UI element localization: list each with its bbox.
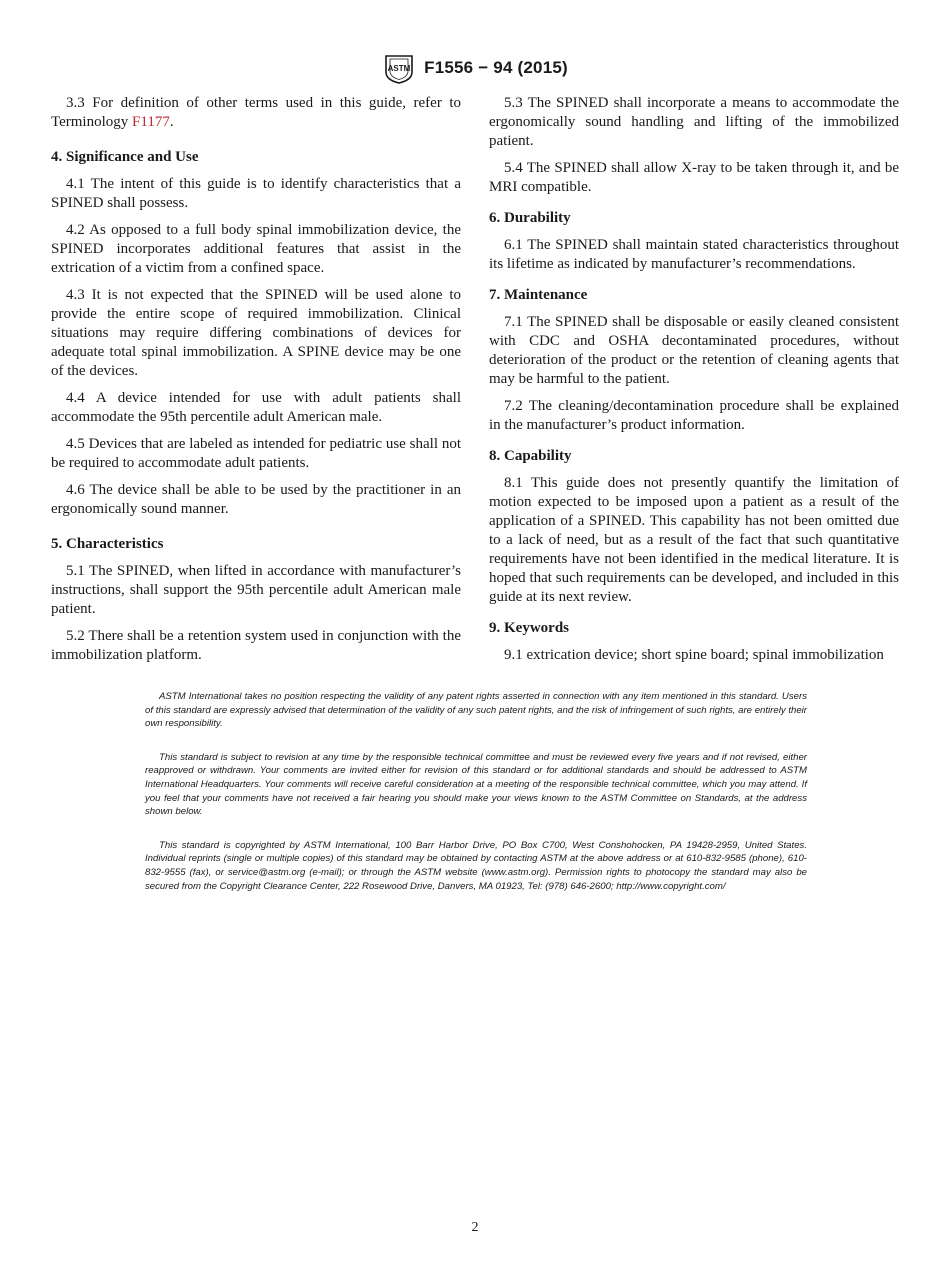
left-column <box>51 94 461 673</box>
copyright-notice: This standard is copyrighted by ASTM International, 100 Barr Harbor Drive, PO Box C700, West Conshohocken, PA 19428-2959, United States. Individual reprints (single or multiple copies) of this standard may be obtained by contacting ASTM at the above address or at 610-832-9585 (phone), 610-832-9555 (fax), or service@astm.org (e-mail); or through the ASTM website (www.astm.org). Permission rights to photocopy the standard may also be secured from the Copyright Clearance Center, 222 Rosewood Drive, Danvers, MA 01923, Tel: (978) 646-2600; http://www.copyright.com/ <box>145 839 807 892</box>
paragraph-5-2: 5.2 There shall be a retention system used in conjunction with the immobilization platform. <box>51 628 461 663</box>
right-column <box>489 94 899 673</box>
paragraph-5-4: 5.4 The SPINED shall allow X-ray to be taken through it, and be MRI compatible. <box>489 160 899 195</box>
paragraph-4-6: 4.6 The device shall be able to be used by the practitioner in an ergonomically sound manner. <box>51 482 461 517</box>
paragraph-5-1: 5.1 The SPINED, when lifted in accordance with manufacturer’s instructions, shall support the 95th percentile adult American male patient. <box>51 563 461 617</box>
legal-notices <box>145 690 807 913</box>
paragraph-4-1: 4.1 The intent of this guide is to identify characteristics that a SPINED shall possess. <box>51 176 461 211</box>
paragraph-3-3 <box>51 94 461 132</box>
paragraph-3-3-end: . <box>169 114 174 130</box>
revision-notice: This standard is subject to revision at any time by the responsible technical committee and must be reviewed every five years and if not revised, either reapproved or withdrawn. Your comments are invited either for revision of this standard or for additional standards and should be addressed to ASTM International Headquarters. Your comments will receive careful consideration at a meeting of the responsible technical committee, which you may attend. If you feel that your comments have not received a fair hearing you should make your views known to the ASTM Committee on Standards, at the address shown below. <box>145 751 807 818</box>
page-header <box>0 52 950 88</box>
reference-link-f1177[interactable]: F1177 <box>132 114 170 130</box>
section-9-heading: 9. Keywords <box>489 620 569 636</box>
paragraph-3-3-text: 3.3 For definition of other terms used in this guide, refer to Terminology <box>51 95 461 130</box>
section-6-heading: 6. Durability <box>489 210 571 226</box>
paragraph-7-1: 7.1 The SPINED shall be disposable or easily cleaned consistent with CDC and OSHA decontaminated procedures, without deterioration of the product or the retention of cleaning agents that may be harmful to the patient. <box>489 314 899 387</box>
section-7-heading: 7. Maintenance <box>489 287 588 303</box>
paragraph-4-3: 4.3 It is not expected that the SPINED will be used alone to provide the entire scope of required immobilization. Clinical situations may require differing combinations of devices for adequate total spinal immobilization. A SPINE device may be one of the devices. <box>51 287 461 379</box>
paragraph-7-2: 7.2 The cleaning/decontamination procedure shall be explained in the manufacturer’s product information. <box>489 398 899 433</box>
paragraph-4-5: 4.5 Devices that are labeled as intended for pediatric use shall not be required to accommodate adult patients. <box>51 436 461 471</box>
paragraph-9-1: 9.1 extrication device; short spine board; spinal immobilization <box>504 647 884 663</box>
section-5-heading: 5. Characteristics <box>51 536 164 552</box>
paragraph-8-1: 8.1 This guide does not presently quantify the limitation of motion expected to be imposed upon a patient as a result of the application of a SPINED. This capability has not been omitted due to a lack of need, but as a result of the fact that such quantitative requirements have not been identified in the medical literature. It is hoped that such requirements can be developed, and included in this guide at its next review. <box>489 475 899 605</box>
astm-logo-icon <box>382 52 416 84</box>
document-designation: F1556 − 94 (2015) <box>424 58 568 77</box>
patent-notice: ASTM International takes no position respecting the validity of any patent rights asserted in connection with any item mentioned in this standard. Users of this standard are expressly advised that determination of the validity of any such patent rights, and the risk of infringement of such rights, are entirely their own responsibility. <box>145 691 807 730</box>
paragraph-6-1: 6.1 The SPINED shall maintain stated characteristics throughout its lifetime as indicated by manufacturer’s recommendations. <box>489 237 899 272</box>
paragraph-5-3: 5.3 The SPINED shall incorporate a means to accommodate the ergonomically sound handling and lifting of the immobilized patient. <box>489 95 899 149</box>
section-8-heading: 8. Capability <box>489 448 572 464</box>
logo-lettering: ASTM <box>387 64 411 73</box>
paragraph-4-2: 4.2 As opposed to a full body spinal immobilization device, the SPINED incorporates additional features that assist in the extrication of a victim from a confined space. <box>51 222 461 276</box>
section-4-heading: 4. Significance and Use <box>51 149 199 165</box>
paragraph-4-4: 4.4 A device intended for use with adult patients shall accommodate the 95th percentile adult American male. <box>51 390 461 425</box>
page-number: 2 <box>471 1220 479 1235</box>
